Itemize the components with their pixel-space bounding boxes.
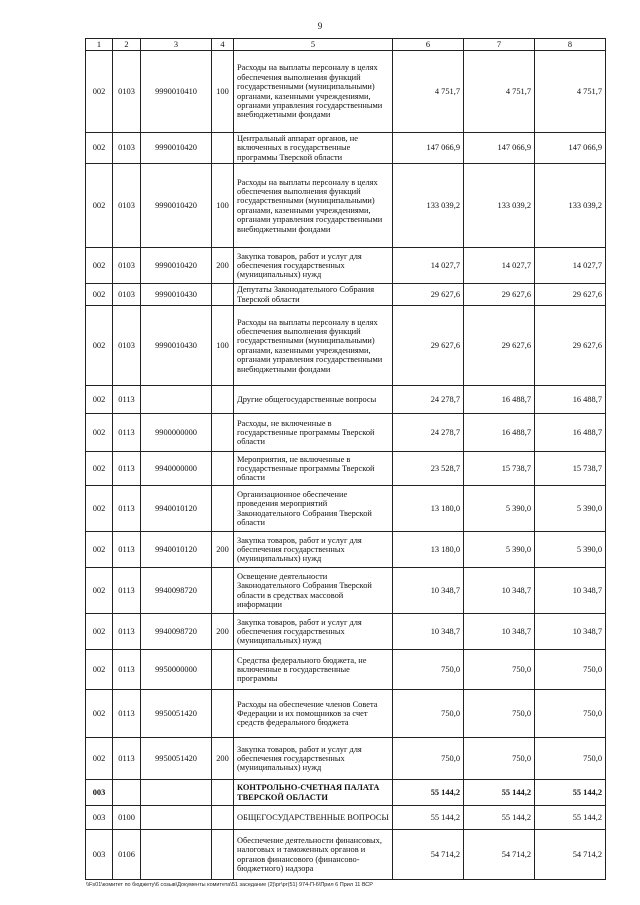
- cell-expense-type: [212, 830, 234, 880]
- cell-section-code: 0113: [113, 568, 141, 614]
- cell-amount-year3: 55 144,2: [535, 780, 606, 806]
- cell-description: Обеспечение деятельности финансовых, налоговых и таможенных органов и органов финансового (финансово-бюджетного) надзора: [234, 830, 393, 880]
- cell-expense-type: [212, 650, 234, 690]
- cell-section-code: [113, 780, 141, 806]
- cell-amount-year1: 4 751,7: [393, 51, 464, 133]
- table-row: [86, 284, 606, 306]
- cell-amount-year3: 15 738,7: [535, 452, 606, 486]
- cell-expense-type: [212, 414, 234, 452]
- cell-chapter-code: 002: [86, 532, 113, 568]
- cell-amount-year3: 16 488,7: [535, 386, 606, 414]
- cell-description: Другие общегосударственные вопросы: [234, 386, 393, 414]
- cell-chapter-code: 002: [86, 690, 113, 738]
- cell-target-article: [141, 386, 212, 414]
- cell-amount-year2: 4 751,7: [464, 51, 535, 133]
- budget-table: [85, 38, 606, 880]
- cell-target-article: 9990010410: [141, 51, 212, 133]
- table-row: [86, 306, 606, 386]
- cell-chapter-code: 002: [86, 133, 113, 164]
- cell-target-article: 9940098720: [141, 614, 212, 650]
- cell-amount-year1: 133 039,2: [393, 164, 464, 248]
- table-row: [86, 738, 606, 780]
- cell-section-code: 0113: [113, 738, 141, 780]
- cell-amount-year2: 5 390,0: [464, 532, 535, 568]
- cell-description: Закупка товаров, работ и услуг для обеспечения государственных (муниципальных) нужд: [234, 248, 393, 284]
- cell-section-code: 0113: [113, 452, 141, 486]
- cell-chapter-code: 003: [86, 830, 113, 880]
- cell-chapter-code: 002: [86, 452, 113, 486]
- cell-section-code: 0113: [113, 386, 141, 414]
- cell-amount-year1: 24 278,7: [393, 414, 464, 452]
- cell-target-article: [141, 806, 212, 830]
- cell-amount-year3: 750,0: [535, 690, 606, 738]
- cell-chapter-code: 002: [86, 248, 113, 284]
- cell-section-code: 0103: [113, 133, 141, 164]
- cell-amount-year3: 16 488,7: [535, 414, 606, 452]
- cell-target-article: 9990010430: [141, 306, 212, 386]
- cell-amount-year3: 750,0: [535, 650, 606, 690]
- cell-target-article: 9900000000: [141, 414, 212, 452]
- cell-section-code: 0103: [113, 51, 141, 133]
- cell-amount-year1: 55 144,2: [393, 780, 464, 806]
- cell-amount-year2: 750,0: [464, 690, 535, 738]
- cell-amount-year2: 5 390,0: [464, 486, 535, 532]
- table-row: [86, 650, 606, 690]
- cell-section-code: 0113: [113, 486, 141, 532]
- cell-expense-type: [212, 386, 234, 414]
- cell-amount-year3: 147 066,9: [535, 133, 606, 164]
- table-row: [86, 452, 606, 486]
- cell-chapter-code: 002: [86, 386, 113, 414]
- cell-amount-year3: 133 039,2: [535, 164, 606, 248]
- cell-section-code: 0100: [113, 806, 141, 830]
- header-cell: 5: [234, 39, 393, 51]
- header-cell: 7: [464, 39, 535, 51]
- cell-description: КОНТРОЛЬНО-СЧЕТНАЯ ПАЛАТА ТВЕРСКОЙ ОБЛАСТИ: [234, 780, 393, 806]
- cell-amount-year3: 10 348,7: [535, 614, 606, 650]
- cell-amount-year2: 133 039,2: [464, 164, 535, 248]
- cell-amount-year1: 54 714,2: [393, 830, 464, 880]
- table-row: [86, 806, 606, 830]
- cell-amount-year2: 16 488,7: [464, 386, 535, 414]
- cell-description: Центральный аппарат органов, не включенных в государственные программы Тверской области: [234, 133, 393, 164]
- cell-amount-year2: 750,0: [464, 650, 535, 690]
- cell-description: Расходы, не включенные в государственные программы Тверской области: [234, 414, 393, 452]
- cell-target-article: 9990010420: [141, 164, 212, 248]
- file-path-footer: \\Fs01\комитет по бюджету\6 созыв\Документы комитета\51 заседание (2)\рг\рг(51) 974-П-6\Прил 6 Прил 11 ВСР: [86, 882, 373, 888]
- cell-amount-year2: 10 348,7: [464, 568, 535, 614]
- cell-section-code: 0103: [113, 164, 141, 248]
- table-header-row: [86, 39, 606, 51]
- cell-section-code: 0106: [113, 830, 141, 880]
- cell-amount-year1: 10 348,7: [393, 568, 464, 614]
- cell-description: Освещение деятельности Законодательного Собрания Тверской области в средствах массовой информации: [234, 568, 393, 614]
- cell-description: Расходы на выплаты персоналу в целях обеспечения выполнения функций государственными (муниципальными) органами, казенными учреждениями, органами управления государственными внебюджетными фондами: [234, 306, 393, 386]
- table-row: [86, 133, 606, 164]
- header-cell: 8: [535, 39, 606, 51]
- cell-description: Средства федерального бюджета, не включенные в государственные программы: [234, 650, 393, 690]
- cell-amount-year1: 23 528,7: [393, 452, 464, 486]
- cell-expense-type: 200: [212, 532, 234, 568]
- cell-expense-type: [212, 568, 234, 614]
- table-row: [86, 568, 606, 614]
- table-row: [86, 690, 606, 738]
- cell-amount-year1: 10 348,7: [393, 614, 464, 650]
- cell-chapter-code: 003: [86, 780, 113, 806]
- cell-expense-type: 200: [212, 614, 234, 650]
- cell-expense-type: 200: [212, 738, 234, 780]
- cell-amount-year2: 54 714,2: [464, 830, 535, 880]
- table-row: [86, 486, 606, 532]
- cell-description: Закупка товаров, работ и услуг для обеспечения государственных (муниципальных) нужд: [234, 738, 393, 780]
- header-cell: 1: [86, 39, 113, 51]
- cell-target-article: 9950051420: [141, 690, 212, 738]
- cell-chapter-code: 002: [86, 414, 113, 452]
- table-row: [86, 386, 606, 414]
- cell-chapter-code: 002: [86, 486, 113, 532]
- cell-amount-year3: 5 390,0: [535, 532, 606, 568]
- cell-amount-year1: 29 627,6: [393, 284, 464, 306]
- cell-chapter-code: 002: [86, 164, 113, 248]
- cell-expense-type: 100: [212, 51, 234, 133]
- cell-amount-year1: 13 180,0: [393, 486, 464, 532]
- cell-expense-type: [212, 806, 234, 830]
- cell-amount-year3: 14 027,7: [535, 248, 606, 284]
- cell-amount-year3: 5 390,0: [535, 486, 606, 532]
- cell-chapter-code: 002: [86, 614, 113, 650]
- cell-amount-year1: 24 278,7: [393, 386, 464, 414]
- header-cell: 3: [141, 39, 212, 51]
- cell-amount-year1: 750,0: [393, 690, 464, 738]
- cell-target-article: [141, 830, 212, 880]
- cell-amount-year1: 14 027,7: [393, 248, 464, 284]
- cell-amount-year2: 147 066,9: [464, 133, 535, 164]
- header-cell: 6: [393, 39, 464, 51]
- cell-amount-year3: 54 714,2: [535, 830, 606, 880]
- header-cell: 4: [212, 39, 234, 51]
- cell-section-code: 0113: [113, 650, 141, 690]
- cell-expense-type: 100: [212, 306, 234, 386]
- cell-amount-year3: 29 627,6: [535, 284, 606, 306]
- table-row: [86, 51, 606, 133]
- table-row: [86, 414, 606, 452]
- cell-target-article: [141, 780, 212, 806]
- cell-description: Расходы на обеспечение членов Совета Федерации и их помощников за счет средств федерального бюджета: [234, 690, 393, 738]
- cell-target-article: 9940000000: [141, 452, 212, 486]
- cell-chapter-code: 002: [86, 568, 113, 614]
- cell-target-article: 9990010420: [141, 133, 212, 164]
- cell-description: Организационное обеспечение проведения мероприятий Законодательного Собрания Тверской области: [234, 486, 393, 532]
- cell-target-article: 9950000000: [141, 650, 212, 690]
- table-row: [86, 248, 606, 284]
- cell-target-article: 9990010430: [141, 284, 212, 306]
- header-cell: 2: [113, 39, 141, 51]
- cell-expense-type: [212, 452, 234, 486]
- cell-section-code: 0113: [113, 532, 141, 568]
- cell-description: Закупка товаров, работ и услуг для обеспечения государственных (муниципальных) нужд: [234, 532, 393, 568]
- cell-chapter-code: 002: [86, 650, 113, 690]
- cell-amount-year3: 29 627,6: [535, 306, 606, 386]
- cell-amount-year1: 750,0: [393, 738, 464, 780]
- cell-section-code: 0103: [113, 248, 141, 284]
- cell-target-article: 9990010420: [141, 248, 212, 284]
- cell-amount-year1: 29 627,6: [393, 306, 464, 386]
- cell-amount-year2: 15 738,7: [464, 452, 535, 486]
- cell-description: Расходы на выплаты персоналу в целях обеспечения выполнения функций государственными (муниципальными) органами, казенными учреждениями, органами управления государственными внебюджетными фондами: [234, 51, 393, 133]
- cell-amount-year3: 55 144,2: [535, 806, 606, 830]
- cell-chapter-code: 003: [86, 806, 113, 830]
- cell-expense-type: 200: [212, 248, 234, 284]
- cell-target-article: 9940098720: [141, 568, 212, 614]
- cell-target-article: 9940010120: [141, 532, 212, 568]
- cell-section-code: 0113: [113, 414, 141, 452]
- cell-amount-year2: 16 488,7: [464, 414, 535, 452]
- cell-chapter-code: 002: [86, 306, 113, 386]
- cell-section-code: 0103: [113, 306, 141, 386]
- cell-expense-type: [212, 780, 234, 806]
- table-row: [86, 532, 606, 568]
- cell-amount-year2: 55 144,2: [464, 806, 535, 830]
- cell-chapter-code: 002: [86, 284, 113, 306]
- cell-description: ОБЩЕГОСУДАРСТВЕННЫЕ ВОПРОСЫ: [234, 806, 393, 830]
- cell-expense-type: 100: [212, 164, 234, 248]
- cell-target-article: 9940010120: [141, 486, 212, 532]
- cell-amount-year2: 750,0: [464, 738, 535, 780]
- page-number: 9: [317, 21, 323, 31]
- cell-expense-type: [212, 690, 234, 738]
- cell-amount-year3: 750,0: [535, 738, 606, 780]
- table-row: [86, 830, 606, 880]
- cell-section-code: 0113: [113, 690, 141, 738]
- cell-section-code: 0113: [113, 614, 141, 650]
- cell-amount-year2: 29 627,6: [464, 306, 535, 386]
- cell-amount-year2: 55 144,2: [464, 780, 535, 806]
- cell-expense-type: [212, 284, 234, 306]
- cell-amount-year1: 147 066,9: [393, 133, 464, 164]
- cell-amount-year1: 750,0: [393, 650, 464, 690]
- cell-description: Закупка товаров, работ и услуг для обеспечения государственных (муниципальных) нужд: [234, 614, 393, 650]
- cell-amount-year1: 13 180,0: [393, 532, 464, 568]
- cell-amount-year1: 55 144,2: [393, 806, 464, 830]
- table-row: [86, 164, 606, 248]
- cell-amount-year2: 14 027,7: [464, 248, 535, 284]
- table-body: [86, 51, 606, 880]
- cell-expense-type: [212, 133, 234, 164]
- cell-amount-year2: 10 348,7: [464, 614, 535, 650]
- cell-description: Расходы на выплаты персоналу в целях обеспечения выполнения функций государственными (муниципальными) органами, казенными учреждениями, органами управления государственными внебюджетными фондами: [234, 164, 393, 248]
- cell-chapter-code: 002: [86, 738, 113, 780]
- cell-description: Депутаты Законодательного Собрания Тверской области: [234, 284, 393, 306]
- cell-description: Мероприятия, не включенные в государственные программы Тверской области: [234, 452, 393, 486]
- cell-chapter-code: 002: [86, 51, 113, 133]
- cell-amount-year3: 4 751,7: [535, 51, 606, 133]
- cell-section-code: 0103: [113, 284, 141, 306]
- table-row: [86, 614, 606, 650]
- cell-target-article: 9950051420: [141, 738, 212, 780]
- table-row: [86, 780, 606, 806]
- cell-expense-type: [212, 486, 234, 532]
- cell-amount-year2: 29 627,6: [464, 284, 535, 306]
- cell-amount-year3: 10 348,7: [535, 568, 606, 614]
